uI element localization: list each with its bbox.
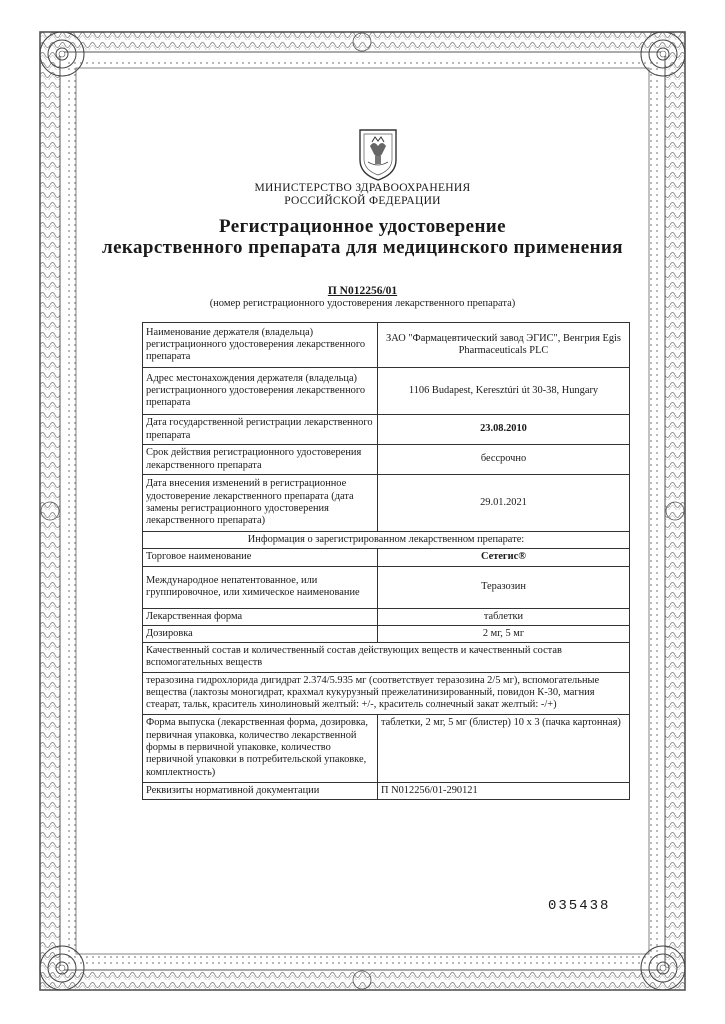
composition-text: теразозина гидрохлорида дигидрат 2.374/5.935 мг (соответствует теразозина 2/5 мг), вспомогательные вещества (лактозы моногидрат, крахмал кукурузный прежелатинизированный, повидон К-30, магния стеарат, тальк, краситель хинолиновый желтый: +/-, краситель солнечный закат желтый: -/+) — [143, 672, 630, 714]
document-title-line2: лекарственного препарата для медицинского применения — [102, 237, 623, 258]
table-row — [143, 782, 630, 799]
registration-date-label: Дата государственной регистрации лекарственного препарата — [143, 415, 378, 445]
certificate-table — [142, 322, 630, 800]
table-row — [143, 608, 630, 625]
composition-heading: Качественный состав и количественный состав действующих веществ и качественный состав вспомогательных веществ — [143, 643, 630, 673]
inn-label: Международное непатентованное, или группировочное, или химическое наименование — [143, 566, 378, 608]
inn-value: Теразозин — [378, 566, 630, 608]
normative-doc-label: Реквизиты нормативной документации — [143, 782, 378, 799]
registration-date-value: 23.08.2010 — [378, 415, 630, 445]
trade-name-label: Торговое наименование — [143, 549, 378, 566]
ministry-name-line2: РОССИЙСКОЙ ФЕДЕРАЦИИ — [284, 195, 441, 207]
validity-label: Срок действия регистрационного удостоверения лекарственного препарата — [143, 445, 378, 475]
table-row — [143, 672, 630, 714]
holder-address-label: Адрес местонахождения держателя (владельца) регистрационного удостоверения лекарственного препарата — [143, 368, 378, 415]
table-row — [143, 625, 630, 642]
holder-name-label: Наименование держателя (владельца) регистрационного удостоверения лекарственного препарата — [143, 323, 378, 368]
trade-name-value: Сетегис® — [378, 549, 630, 566]
strength-value: 2 мг, 5 мг — [378, 625, 630, 642]
amendment-date-value: 29.01.2021 — [378, 475, 630, 532]
packaging-value: таблетки, 2 мг, 5 мг (блистер) 10 х 3 (пачка картонная) — [378, 714, 630, 782]
table-row — [143, 415, 630, 445]
registration-number: П N012256/01 — [327, 285, 398, 297]
table-row — [143, 643, 630, 673]
registration-number-caption: (номер регистрационного удостоверения лекарственного препарата) — [209, 298, 516, 309]
table-row — [143, 532, 630, 549]
table-row — [143, 368, 630, 415]
coat-of-arms-icon — [352, 126, 404, 182]
table-row — [143, 323, 630, 368]
table-row — [143, 549, 630, 566]
serial-number: 035438 — [548, 898, 611, 914]
ministry-name-line1: МИНИСТЕРСТВО ЗДРАВООХРАНЕНИЯ — [254, 182, 471, 194]
dosage-form-label: Лекарственная форма — [143, 608, 378, 625]
table-row — [143, 475, 630, 532]
table-row — [143, 566, 630, 608]
dosage-form-value: таблетки — [378, 608, 630, 625]
normative-doc-value: П N012256/01-290121 — [378, 782, 630, 799]
drug-info-heading: Информация о зарегистрированном лекарственном препарате: — [143, 532, 630, 549]
document-title-line1: Регистрационное удостоверение — [219, 216, 506, 237]
table-row — [143, 445, 630, 475]
validity-value: бессрочно — [378, 445, 630, 475]
holder-address-value: 1106 Budapest, Keresztúri út 30-38, Hungary — [378, 368, 630, 415]
table-row — [143, 714, 630, 782]
holder-name-value: ЗАО "Фармацевтический завод ЭГИС", Венгрия Egis Pharmaceuticals PLC — [378, 323, 630, 368]
packaging-label: Форма выпуска (лекарственная форма, дозировка, первичная упаковка, количество лекарственной формы в первичной упаковке, количество первичной упаковки в потребительской упаковке, комплектность) — [143, 714, 378, 782]
strength-label: Дозировка — [143, 625, 378, 642]
amendment-date-label: Дата внесения изменений в регистрационное удостоверение лекарственного препарата (дата замены регистрационного удостоверения лекарственного препарата) — [143, 475, 378, 532]
